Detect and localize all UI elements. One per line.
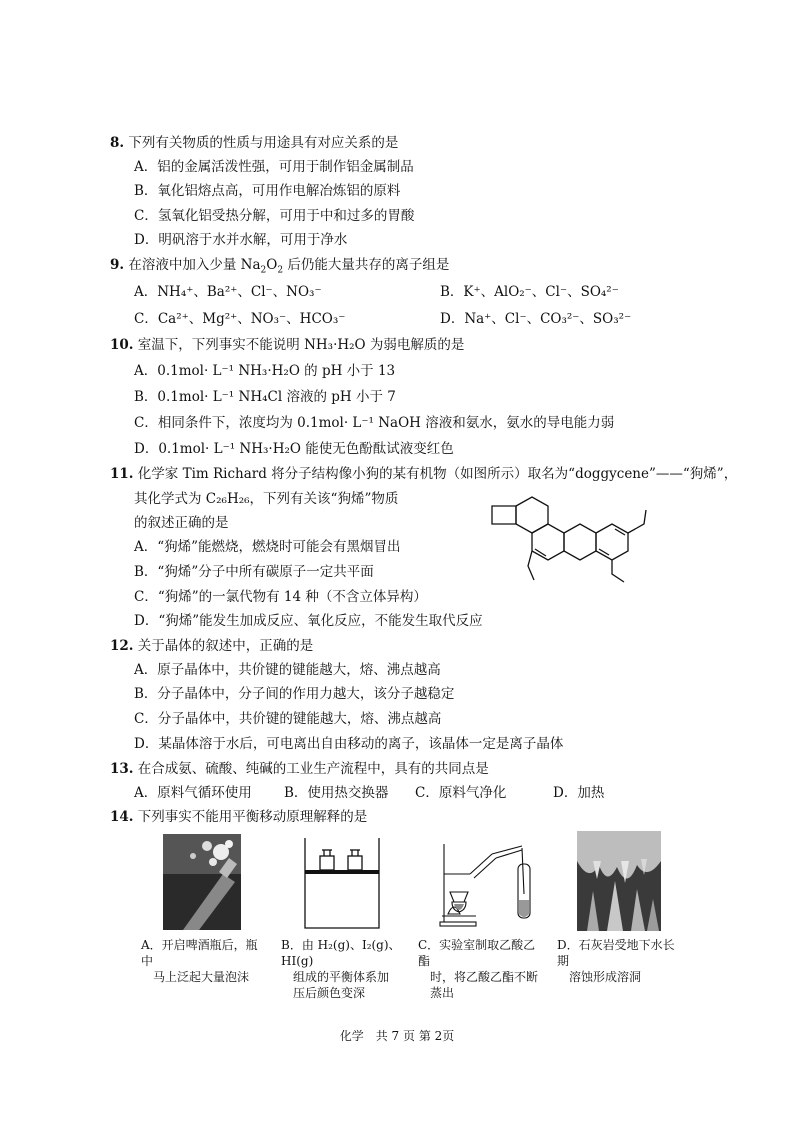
q11-stem-line3: 的叙述正确的是 (134, 515, 229, 531)
q12-option-a: A．原子晶体中，共价键的键能越大，熔、沸点越高 (134, 662, 441, 678)
q11-option-b: B．“狗烯”分子中所有碳原子一定共平面 (134, 564, 374, 580)
q11-option-a: A．“狗烯”能燃烧，燃烧时可能会有黑烟冒出 (134, 539, 401, 555)
q8-option-c: C．氢氧化铝受热分解，可用于中和过多的胃酸 (134, 208, 415, 224)
q9-option-d: D．Na⁺、Cl⁻、CO₃²⁻、SO₃²⁻ (440, 311, 632, 327)
q13-stem: 13. 在合成氨、硫酸、纯碱的工业生产流程中，具有的共同点是 (110, 761, 489, 777)
q12-option-c: C．分子晶体中，共价键的键能越大，熔、沸点越高 (134, 711, 442, 727)
q14-caption-b: B．由 H₂(g)、I₂(g)、HI(g) 组成的平衡体系加 压后颜色变深 (281, 938, 401, 1000)
q14-caption-d: D．石灰岩受地下水长期 溶蚀形成溶洞 (557, 938, 675, 984)
q14-stem: 14. 下列事实不能用平衡移动原理解释的是 (110, 809, 368, 825)
q10-option-b: B．0.1mol· L⁻¹ NH₄Cl 溶液的 pH 小于 7 (134, 389, 396, 405)
q13-option-c: C．原料气净化 (415, 785, 507, 801)
q11-option-d: D．“狗烯”能发生加成反应、氧化反应，不能发生取代反应 (134, 613, 483, 629)
q8-option-d: D．明矾溶于水并水解，可用于净水 (134, 232, 348, 248)
ester-distillation-apparatus (430, 834, 540, 930)
q12-option-d: D．某晶体溶于水后，可电离出自由移动的离子，该晶体一定是离子晶体 (134, 736, 564, 752)
q9-stem: 9. 在溶液中加入少量 $Na_2O_2$ 后仍能大量共存的离子组是 (110, 257, 450, 276)
q9-option-a: A．NH₄⁺、Ba²⁺、Cl⁻、NO₃⁻ (134, 284, 322, 300)
q14-caption-c: C．实验室制取乙酸乙酯 时，将乙酸乙酯不断 蒸出 (418, 938, 539, 1000)
q10-option-c: C．相同条件下，浓度均为 0.1mol· L⁻¹ NaOH 溶液和氨水，氨水的导电能力弱 (134, 415, 615, 431)
q11-stem-line1: 11. 化学家 Tim Richard 将分子结构像小狗的某有机物（如图所示）取名为“doggycene”——“狗烯”， (110, 466, 738, 482)
q12-option-b: B．分子晶体中，分子间的作用力越大，该分子越稳定 (134, 686, 455, 702)
q11-option-c: C．“狗烯”的一氯代物有 14 种（不含立体异构） (134, 589, 427, 605)
q13-option-a: A．原料气循环使用 (134, 785, 252, 801)
q10-stem: 10. 室温下，下列事实不能说明 NH₃·H₂O 为弱电解质的是 (110, 337, 465, 353)
q12-stem: 12. 关于晶体的叙述中，正确的是 (110, 638, 314, 654)
limestone-cave-photo (577, 831, 661, 931)
q10-option-a: A．0.1mol· L⁻¹ NH₃·H₂O 的 pH 小于 13 (134, 363, 396, 379)
page-footer: 化学 共 7 页 第 2页 (339, 1029, 455, 1043)
piston-container-diagram (303, 834, 381, 930)
q11-stem-line2: 其化学式为 C₂₆H₂₆，下列有关该“狗烯”物质 (134, 491, 399, 507)
q9-option-b: B．K⁺、AlO₂⁻、Cl⁻、SO₄²⁻ (440, 284, 619, 300)
doggycene-structure (488, 496, 658, 588)
q10-option-d: D．0.1mol· L⁻¹ NH₃·H₂O 能使无色酚酞试液变红色 (134, 441, 454, 457)
q8-option-a: A．铝的金属活泼性强，可用于制作铝金属制品 (134, 159, 414, 175)
q8-stem: 8. 下列有关物质的性质与用途具有对应关系的是 (110, 135, 399, 151)
q14-caption-a: A．开启啤酒瓶后，瓶中 马上泛起大量泡沫 (141, 938, 258, 984)
q8-option-b: B．氧化铝熔点高，可用作电解冶炼铝的原料 (134, 183, 401, 199)
q13-option-d: D．加热 (553, 785, 605, 801)
q9-option-c: C．Ca²⁺、Mg²⁺、NO₃⁻、HCO₃⁻ (134, 311, 346, 327)
beer-bottle-photo (163, 834, 241, 930)
q13-option-b: B．使用热交换器 (284, 785, 389, 801)
